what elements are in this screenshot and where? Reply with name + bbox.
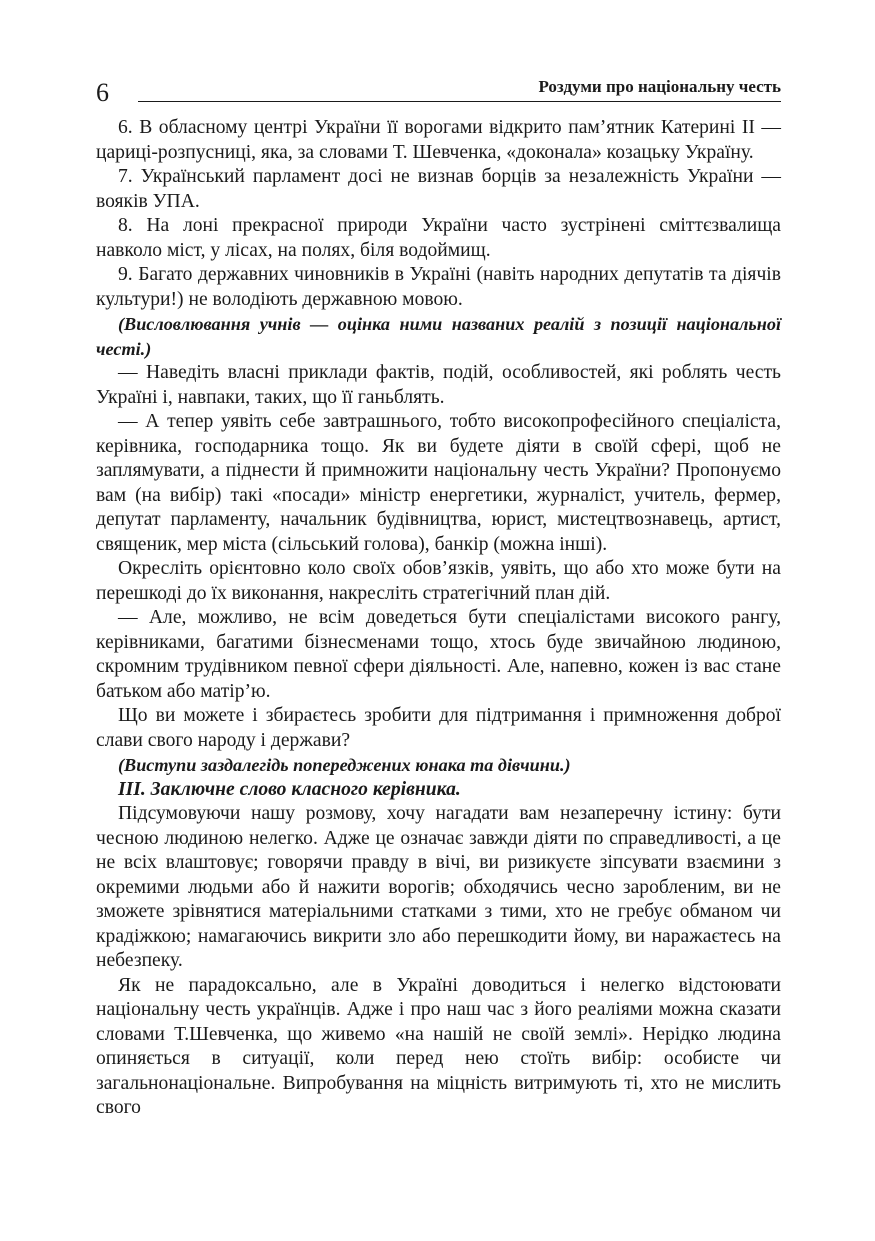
paragraph: — Наведіть власні приклади фактів, подій, особливостей, які роблять честь Україні і, навпаки, таких, що її ганьблять. [96, 362, 781, 408]
stage-note: (Виступи заздалегідь попереджених юнака та дівчини.) [118, 755, 571, 775]
paragraph: — А тепер уявіть себе завтрашнього, тобто високопрофесійного спеціаліста, керівника, господарника тощо. Як ви будете діяти в своїй сфері, щоб не заплямувати, а піднести й примножити національну честь України? Пропонуємо вам (на вибір) такі «посади» міністр енергетики, журналіст, учитель, фермер, депутат парламенту, начальник будівництва, юрист, мистецтвознавець, артист, священик, мер міста (сільський голова), банкір (можна інші). [96, 411, 781, 555]
paragraph: — Але, можливо, не всім доведеться бути спеціалістами високого рангу, керівниками, багатими бізнесменами тощо, хтось буде звичайною людиною, скромним трудівником певної сфери діяльності. Але, напевно, кожен із вас стане батьком або матір’ю. [96, 607, 781, 702]
paragraph: Підсумовуючи нашу розмову, хочу нагадати вам незаперечну істину: бути чесною людиною нелегко. Адже це означає завжди діяти по справедливості, а це не всіх влаштовує; говорячи правду в вічі, ви ризикуєте зіпсувати взаємини з окремими людьми або й нажити ворогів; обходячись чесно заробленим, ви не зможете зрівнятися матеріальними статками з тими, хто не гребує обманом чи крадіжкою; намагаючись викрити зло або перешкодити йому, ви наражаєтесь на небезпеку. [96, 803, 781, 971]
running-title: Роздуми про національну честь [538, 77, 781, 96]
body-text [96, 116, 781, 1121]
stage-note: (Висловлювання учнів — оцінка ними названих реалій з позиції національної честі.) [96, 314, 781, 359]
paragraph-item-8: 8. На лоні прекрасної природи України часто зустрінені сміттєзвалища навколо міст, у лісах, на полях, біля водоймищ. [96, 215, 781, 261]
paragraph-item-7: 7. Український парламент досі не визнав борців за незалежність України — вояків УПА. [96, 166, 781, 212]
paragraph-item-9: 9. Багато державних чиновників в Україні (навіть народних депутатів та діячів культури!) не володіють державною мовою. [96, 264, 781, 310]
paragraph: Як не парадоксально, але в Україні доводиться і нелегко відстоювати національну честь українців. Адже і про наш час з його реаліями можна сказати словами Т.Шевченка, що живемо «на нашій не своїй землі». Нерідко людина опиняється в ситуації, коли перед нею стоїть вибір: особисте чи загальнонаціональне. Випробування на міцність витримують ті, хто не мислить свого [96, 974, 781, 1118]
paragraph: Що ви можете і збираєтесь зробити для підтримання і примноження доброї слави свого народу і держави? [96, 705, 781, 751]
section-heading: ІІІ. Заключне слово класного керівника. [118, 778, 461, 800]
header-rule [138, 101, 781, 102]
paragraph-item-6: 6. В обласному центрі України її ворогами відкрито пам’ятник Катерині ІІ — цариці-розпусниці, яка, за словами Т. Шевченка, «доконала» козацьку Україну. [96, 117, 781, 163]
page-number: 6 [96, 78, 109, 107]
paragraph: Окресліть орієнтовно коло своїх обов’язків, уявіть, що або хто може бути на перешкоді до їх виконання, накресліть стратегічний план дій. [96, 558, 781, 604]
